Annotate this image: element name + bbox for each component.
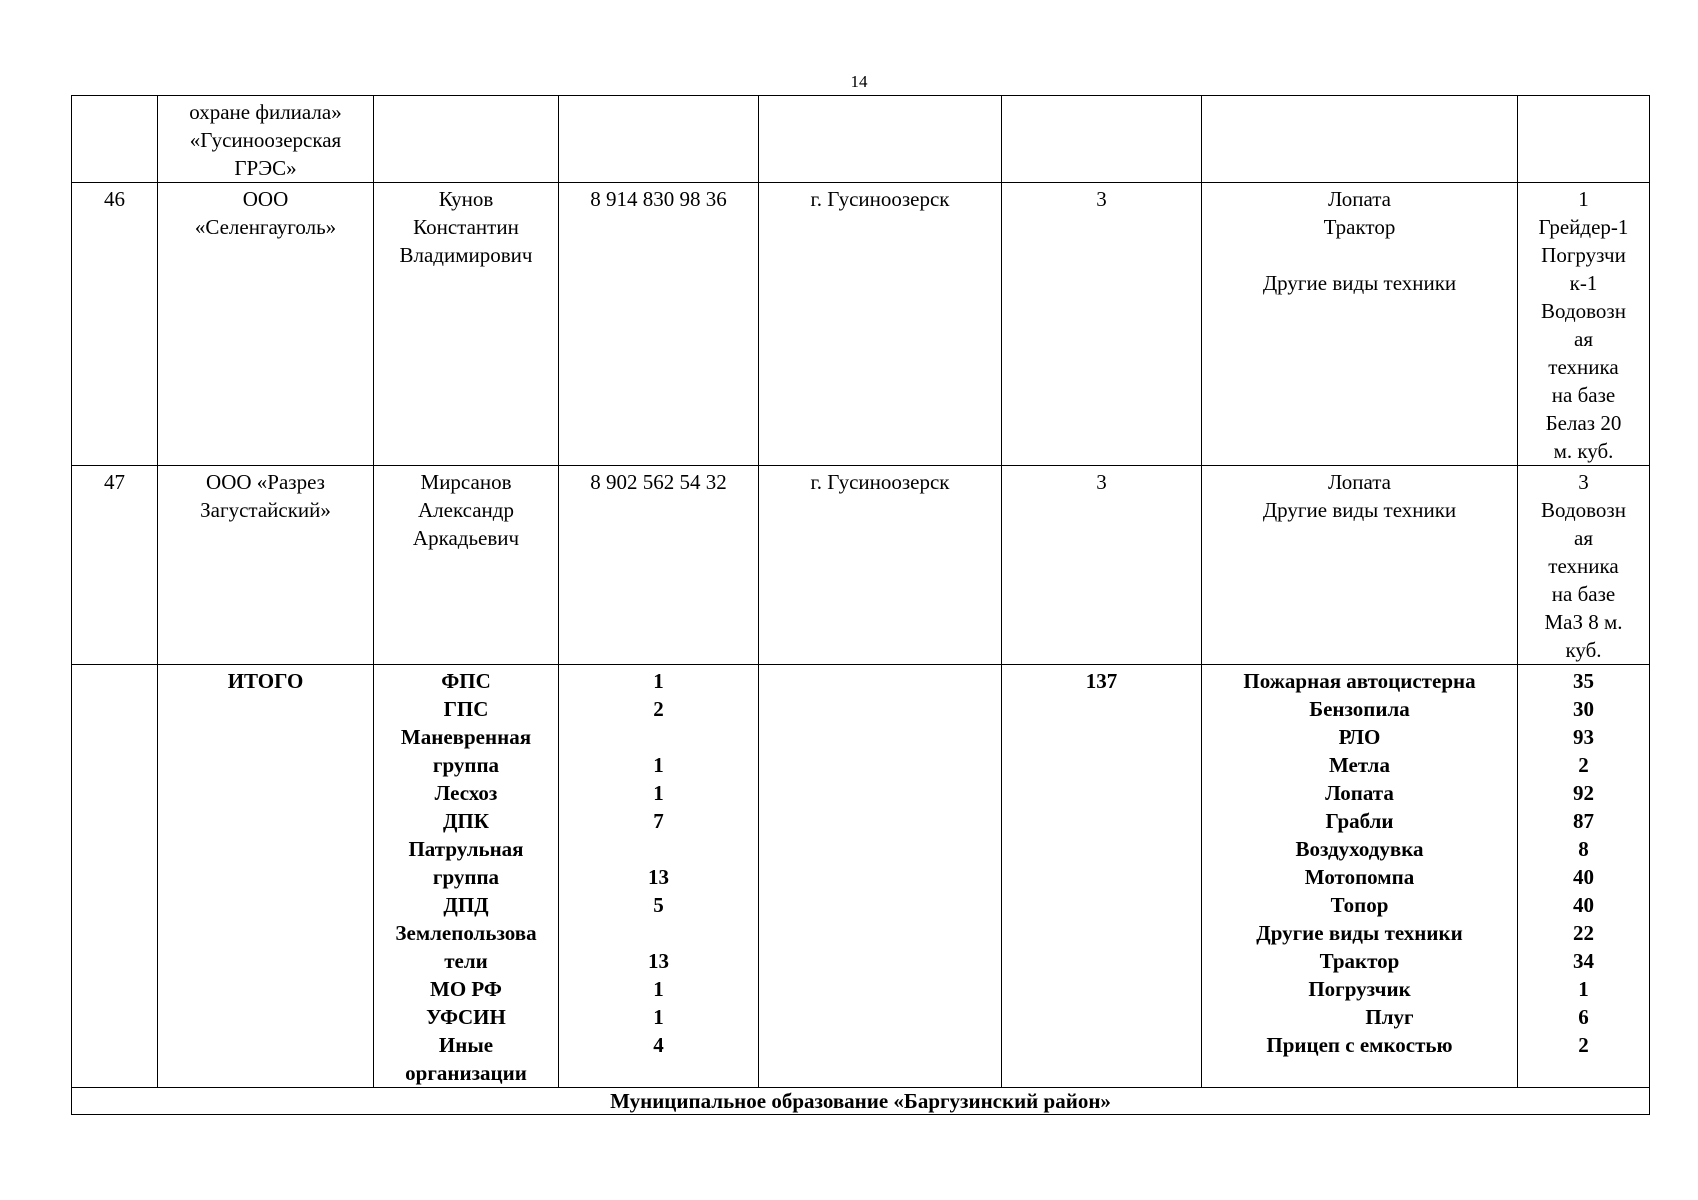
table-row-46: [72, 183, 1650, 466]
person-line: Александр: [418, 498, 514, 522]
org-type: организации: [405, 1061, 527, 1085]
org-line: Загустайский»: [200, 498, 331, 522]
org-type: тели: [444, 949, 488, 973]
equipment-count: 22: [1573, 921, 1594, 945]
equipment-item: Другие виды техники: [1256, 921, 1463, 945]
people-total: 137: [1002, 665, 1202, 1088]
equipment-line: Лопата: [1328, 187, 1391, 211]
cell-phone: 8 902 562 54 32: [559, 466, 759, 665]
table-row-continuation: [72, 96, 1650, 183]
org-line: охране филиала»: [189, 100, 342, 124]
equipment-count: 2: [1578, 1033, 1589, 1057]
table-row-47: [72, 466, 1650, 665]
cell-equipment: [1202, 466, 1518, 665]
equipment-item: Погрузчик: [1308, 977, 1411, 1001]
equipment-item: РЛО: [1338, 725, 1381, 749]
quantity-line: техника: [1548, 554, 1619, 578]
org-type: Землепользова: [395, 921, 537, 945]
quantity-line: 1: [1578, 187, 1589, 211]
equipment-count: 92: [1573, 781, 1594, 805]
cell-quantity: [1518, 183, 1650, 466]
org-line: «Селенгауголь»: [194, 215, 337, 239]
cell-person: [374, 183, 559, 466]
cell-org: [158, 466, 374, 665]
equipment-count: 1: [1578, 977, 1589, 1001]
equipment-count: 6: [1578, 1005, 1589, 1029]
equipment-count: 2: [1578, 753, 1589, 777]
org-count: 13: [648, 949, 669, 973]
cell-org: [158, 96, 374, 183]
quantity-line: на базе: [1551, 383, 1616, 407]
org-count: [562, 919, 755, 947]
org-type: группа: [432, 753, 500, 777]
equipment-count: 30: [1573, 697, 1594, 721]
org-line: ООО «Разрез: [206, 470, 325, 494]
equipment-item: Воздуходувка: [1295, 837, 1424, 861]
org-line: ГРЭС»: [234, 156, 297, 180]
equipment-item: Прицеп с емкостью: [1266, 1033, 1453, 1057]
cell-equipment-total: [1202, 665, 1518, 1088]
equipment-line: Другие виды техники: [1262, 271, 1457, 295]
org-type: ДПД: [443, 893, 489, 917]
org-type: ФПС: [441, 669, 491, 693]
equipment-item: Плуг: [1365, 1005, 1414, 1029]
equipment-count: 34: [1573, 949, 1594, 973]
equipment-item: Пожарная автоцистерна: [1243, 669, 1476, 693]
person-line: Аркадьевич: [412, 526, 520, 550]
person-line: Константин: [413, 215, 519, 239]
org-type: Патрульная: [408, 837, 524, 861]
equipment-count: 35: [1573, 669, 1594, 693]
org-count: 2: [653, 697, 664, 721]
section-title: Муниципальное образование «Баргузинский район»: [72, 1088, 1650, 1115]
org-line: ООО: [242, 187, 289, 211]
org-count: 1: [653, 977, 664, 1001]
quantity-line: МаЗ 8 м.: [1544, 610, 1623, 634]
equipment-item: Мотопомпа: [1304, 865, 1415, 889]
person-line: Владимирович: [399, 243, 533, 267]
cell-num: [72, 96, 158, 183]
row-number: 47: [72, 466, 158, 665]
quantity-line: Грейдер-1: [1538, 215, 1629, 239]
quantity-line: Погрузчи: [1541, 243, 1626, 267]
equipment-count: 40: [1573, 865, 1594, 889]
cell-count: 3: [1002, 183, 1202, 466]
equipment-count: 87: [1573, 809, 1594, 833]
total-label: ИТОГО: [158, 665, 374, 1088]
cell-equipment: [1202, 96, 1518, 183]
equipment-item: Трактор: [1319, 949, 1400, 973]
org-type: ДПК: [442, 809, 489, 833]
org-type: УФСИН: [426, 1005, 506, 1029]
cell-org: [158, 183, 374, 466]
equipment-item: Метла: [1329, 753, 1390, 777]
equipment-count: 40: [1573, 893, 1594, 917]
quantity-line: техника: [1548, 355, 1619, 379]
quantity-line: к-1: [1569, 271, 1598, 295]
cell-location: г. Гусиноозерск: [759, 183, 1002, 466]
cell-phone: [559, 96, 759, 183]
org-type: Иные: [438, 1033, 494, 1057]
org-count: [562, 835, 755, 863]
equipment-count: 93: [1573, 725, 1594, 749]
org-type: МО РФ: [430, 977, 502, 1001]
cell-person: [374, 96, 559, 183]
quantity-line: м. куб.: [1553, 439, 1614, 463]
quantity-line: 3: [1578, 470, 1589, 494]
table-row-section: [72, 1088, 1650, 1115]
org-type: ГПС: [443, 697, 489, 721]
cell-quantity: [1518, 96, 1650, 183]
quantity-line: ая: [1574, 526, 1593, 550]
org-count: 7: [653, 809, 664, 833]
resources-table: [71, 95, 1650, 1115]
org-count: 13: [648, 865, 669, 889]
org-count: 1: [653, 669, 664, 693]
org-count: 4: [653, 1033, 664, 1057]
equipment-line: Другие виды техники: [1262, 498, 1457, 522]
person-line: Кунов: [438, 187, 494, 211]
org-count: 5: [653, 893, 664, 917]
row-number: 46: [72, 183, 158, 466]
cell-location: [759, 96, 1002, 183]
equipment-line: Лопата: [1328, 470, 1391, 494]
equipment-count: 8: [1578, 837, 1589, 861]
org-type: Лесхоз: [434, 781, 498, 805]
equipment-item: Лопата: [1325, 781, 1394, 805]
cell-count: 3: [1002, 466, 1202, 665]
org-count: 1: [653, 753, 664, 777]
cell-quantity: [1518, 466, 1650, 665]
equipment-line: Трактор: [1323, 215, 1396, 239]
quantity-line: Водовозн: [1541, 299, 1626, 323]
org-type: группа: [432, 865, 500, 889]
equipment-item: Грабли: [1325, 809, 1394, 833]
cell-location: г. Гусиноозерск: [759, 466, 1002, 665]
quantity-line: куб.: [1565, 638, 1602, 662]
quantity-line: ая: [1574, 327, 1593, 351]
cell-person: [374, 466, 559, 665]
org-line: «Гусиноозерская: [189, 128, 342, 152]
cell-num: [72, 665, 158, 1088]
org-count: 1: [653, 1005, 664, 1029]
cell-equipment: [1202, 183, 1518, 466]
cell-phone: 8 914 830 98 36: [559, 183, 759, 466]
cell-org-counts: [559, 665, 759, 1088]
page-number: 14: [850, 72, 868, 91]
equipment-item: Топор: [1330, 893, 1389, 917]
cell-location: [759, 665, 1002, 1088]
equipment-item: Бензопила: [1309, 697, 1410, 721]
person-line: Мирсанов: [420, 470, 512, 494]
quantity-line: Белаз 20: [1545, 411, 1622, 435]
org-count: [562, 723, 755, 751]
quantity-line: на базе: [1551, 582, 1616, 606]
org-count: 1: [653, 781, 664, 805]
cell-count: [1002, 96, 1202, 183]
org-type: Маневренная: [400, 725, 532, 749]
cell-org-types: [374, 665, 559, 1088]
quantity-line: Водовозн: [1541, 498, 1626, 522]
equipment-line: [1205, 241, 1514, 269]
cell-equipment-counts: [1518, 665, 1650, 1088]
table-row-total: [72, 665, 1650, 1088]
